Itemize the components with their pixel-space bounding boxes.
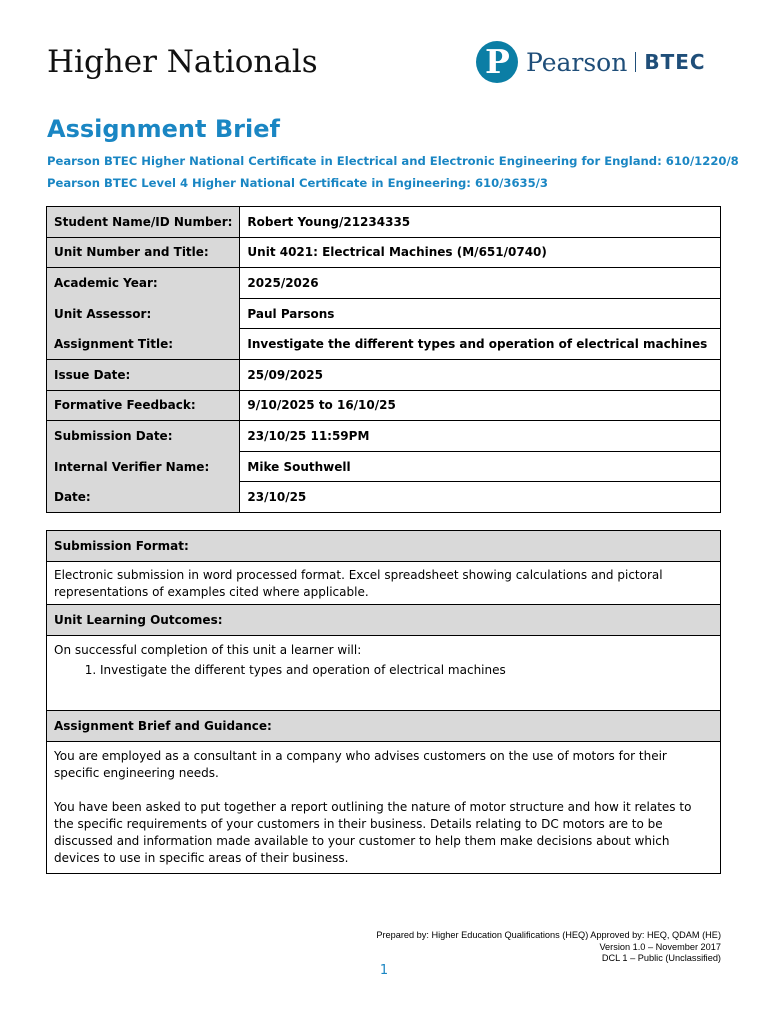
verifier-label: Internal Verifier Name:	[47, 451, 240, 482]
assessor-value: Paul Parsons	[240, 298, 721, 329]
guidance-cell	[47, 742, 721, 874]
footer-prepared-by: Prepared by: Higher Education Qualifications (HEQ) Approved by: HEQ, QDAM (HE)	[376, 930, 721, 940]
student-label: Student Name/ID Number:	[47, 207, 240, 238]
unit-label: Unit Number and Title:	[47, 237, 240, 268]
pearson-p-icon	[476, 41, 518, 83]
page-number: 1	[379, 963, 389, 978]
subtitle-2: Pearson BTEC Level 4 Higher National Certificate in Engineering: 610/3635/3	[47, 176, 548, 190]
page-title: Assignment Brief	[47, 115, 280, 143]
outcomes-list	[54, 662, 713, 679]
submission-date-value: 23/10/25 11:59PM	[240, 421, 721, 452]
table-row	[47, 390, 721, 421]
table-row	[47, 451, 721, 482]
logo-letter: P	[485, 42, 510, 81]
submission-date-label: Submission Date:	[47, 421, 240, 452]
table-row	[47, 329, 721, 360]
formative-value: 9/10/2025 to 16/10/25	[240, 390, 721, 421]
date-value: 23/10/25	[240, 482, 721, 513]
table-row	[47, 359, 721, 390]
table-row	[47, 237, 721, 268]
guidance-paragraph-1: You are employed as a consultant in a company who advises customers on the use of motors for their specific engineering needs.	[54, 749, 667, 780]
guidance-heading: Assignment Brief and Guidance:	[47, 711, 721, 742]
unit-value: Unit 4021: Electrical Machines (M/651/0740)	[240, 237, 721, 268]
logo-name: Pearson	[526, 47, 628, 77]
assignment-title-value: Investigate the different types and operation of electrical machines	[240, 329, 721, 360]
footer-version: Version 1.0 – November 2017	[599, 941, 721, 952]
issue-date-value: 25/09/2025	[240, 359, 721, 390]
learning-outcomes-cell	[47, 636, 721, 711]
issue-date-label: Issue Date:	[47, 359, 240, 390]
list-item: 1. Investigate the different types and operation of electrical machines	[100, 662, 713, 679]
assessor-label: Unit Assessor:	[47, 298, 240, 329]
year-value: 2025/2026	[240, 268, 721, 299]
logo-sub: BTEC	[644, 50, 706, 74]
verifier-value: Mike Southwell	[240, 451, 721, 482]
brief-sections-table	[46, 530, 721, 874]
table-row	[47, 421, 721, 452]
year-label: Academic Year:	[47, 268, 240, 299]
date-label: Date:	[47, 482, 240, 513]
pearson-btec-logo	[476, 41, 706, 83]
document-footer	[376, 930, 721, 965]
brand-title: Higher Nationals	[47, 44, 318, 80]
table-row	[47, 482, 721, 513]
footer-classification: DCL 1 – Public (Unclassified)	[601, 953, 721, 963]
formative-label: Formative Feedback:	[47, 390, 240, 421]
logo-divider	[635, 52, 636, 72]
table-row	[47, 298, 721, 329]
outcomes-intro: On successful completion of this unit a learner will:	[54, 643, 362, 657]
guidance-paragraph-2: You have been asked to put together a report outlining the nature of motor structure and how it relates to the specific requirements of your customers in their business. Details relating to DC motors are to be discussed and information made available to your customer to help them make decisions about which devices to use in specific areas of their business.	[54, 800, 692, 865]
subtitle-1: Pearson BTEC Higher National Certificate in Electrical and Electronic Engineering for England: 610/1220/8	[47, 154, 739, 168]
table-row	[47, 268, 721, 299]
submission-format-heading: Submission Format:	[47, 531, 721, 562]
assignment-title-label: Assignment Title:	[47, 329, 240, 360]
submission-format-text: Electronic submission in word processed format. Excel spreadsheet showing calculations and pictoral representations of examples cited where applicable.	[54, 568, 663, 599]
student-value: Robert Young/21234335	[240, 207, 721, 238]
table-row	[47, 207, 721, 238]
submission-format-cell	[47, 562, 721, 605]
learning-outcomes-heading: Unit Learning Outcomes:	[47, 605, 721, 636]
info-table	[46, 206, 721, 513]
